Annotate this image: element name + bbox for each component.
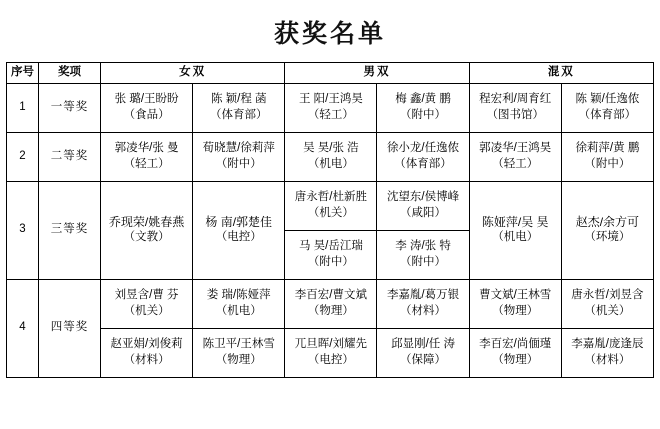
pair-unit: （附中） [400,108,447,121]
row-cell [285,279,377,328]
pair-names: 赵亚娟/刘俊莉 [110,338,183,350]
pair-names: 娄 瑞/陈娅萍 [206,289,271,301]
pair-names: 王 阳/王鸿昊 [298,93,363,105]
pair-names: 徐小龙/任逸侬 [386,142,460,154]
pair-names: 陈 颖/任逸侬 [575,93,640,105]
header-group-mens-doubles: 男双 [285,63,469,84]
table-row [7,181,654,230]
table-row [7,83,654,132]
pair-names: 马 昊/岳江瑞 [298,240,363,252]
pair-names: 李百宏/曹文斌 [294,289,367,301]
row-cell [101,279,193,328]
pair-unit: （机关） [307,206,354,219]
pair-unit: （机电） [492,231,539,244]
row-cell [101,181,193,279]
pair-unit: （环境） [584,231,631,244]
row-cell [377,279,469,328]
award-table [6,62,654,378]
pair-names: 赵杰/余方可 [575,215,640,230]
pair-names: 沈望东/侯博峰 [386,191,460,203]
row-cell [377,181,469,230]
pair-unit: （图书馆） [486,108,544,121]
header-group-womens-doubles: 女双 [101,63,285,84]
pair-names: 杨 南/郭楚佳 [205,215,273,230]
pair-unit: （机电） [307,157,354,170]
pair-names: 李 涛/张 特 [395,240,451,252]
row-cell [193,132,285,181]
header-group-mixed-doubles: 混双 [469,63,653,84]
pair-names: 李百宏/尚偭瑾 [479,338,552,350]
pair-names: 张 璐/王盼盼 [114,93,179,105]
pair-unit: （附中） [307,255,354,268]
row-number: 1 [7,83,39,132]
pair-unit: （保障） [400,353,447,366]
pair-unit: （文教） [123,231,170,244]
table-row [7,279,654,328]
header-prize: 奖项 [39,63,101,84]
pair-unit: （轻工） [123,157,170,170]
row-cell [193,279,285,328]
row-cell [377,328,469,377]
pair-unit: （物理） [492,353,539,366]
row-number: 2 [7,132,39,181]
row-cell [285,328,377,377]
pair-unit: （材料） [584,353,631,366]
pair-unit: （轻工） [492,157,539,170]
pair-unit: （体育部） [394,157,452,170]
pair-unit: （体育部） [578,108,637,121]
row-cell [469,328,561,377]
table-body [7,83,654,377]
table-row [7,328,654,377]
row-cell [377,83,469,132]
pair-names: 程宏利/周育红 [479,93,552,105]
pair-names: 郭凌华/王鸿昊 [479,142,552,154]
pair-unit: （物理） [492,304,539,317]
pair-names: 梅 鑫/黄 鹏 [395,93,451,105]
header-no: 序号 [7,63,39,84]
row-number: 4 [7,279,39,377]
row-cell [561,328,653,377]
row-prize: 三等奖 [39,181,101,279]
pair-unit: （食品） [123,108,170,121]
pair-names: 陈娅萍/吴 昊 [481,215,549,230]
row-cell [285,83,377,132]
pair-names: 郭凌华/张 曼 [114,142,179,154]
pair-names: 吴 昊/张 浩 [303,142,359,154]
pair-names: 唐永哲/刘昱含 [571,289,644,301]
row-prize: 四等奖 [39,279,101,377]
row-cell [561,83,653,132]
pair-unit: （附中） [584,157,631,170]
pair-unit: （物理） [215,353,262,366]
pair-names: 乔现荣/姚春燕 [108,215,185,230]
pair-unit: （机关） [584,304,631,317]
row-cell [561,132,653,181]
row-cell [377,132,469,181]
pair-names: 刘昱含/曹 芬 [114,289,179,301]
pair-unit: （附中） [215,157,262,170]
row-prize: 一等奖 [39,83,101,132]
pair-unit: （材料） [123,353,170,366]
row-cell [469,132,561,181]
pair-unit: （咸阳） [400,206,447,219]
row-cell [101,328,193,377]
row-cell [561,279,653,328]
row-cell [561,181,653,279]
row-cell [469,279,561,328]
row-cell [469,181,561,279]
pair-names: 曹文斌/王林雪 [479,289,552,301]
row-cell [193,181,285,279]
pair-unit: （机电） [215,304,262,317]
pair-unit: （附中） [400,255,447,268]
pair-names: 李嘉胤/庞逢辰 [571,338,644,350]
table-header-row [7,63,654,84]
pair-unit: （体育部） [209,108,268,121]
table-row [7,132,654,181]
row-cell [377,230,469,279]
page-title: 获奖名单 [273,21,386,48]
pair-names: 荀晓慧/徐莉萍 [202,142,275,154]
pair-unit: （物理） [307,304,354,317]
pair-unit: （材料） [400,304,447,317]
row-prize: 二等奖 [39,132,101,181]
pair-unit: （电控） [307,353,354,366]
row-cell [285,181,377,230]
row-cell [469,83,561,132]
pair-unit: （电控） [215,231,262,244]
pair-names: 兀旦晖/刘耀先 [294,338,367,350]
row-cell [193,83,285,132]
row-number: 3 [7,181,39,279]
pair-names: 邱显刚/任 涛 [391,338,455,350]
row-cell [101,132,193,181]
pair-unit: （轻工） [307,108,354,121]
pair-names: 陈 颖/程 菡 [210,93,267,105]
pair-names: 徐莉萍/黄 鹏 [575,142,640,154]
pair-unit: （机关） [123,304,170,317]
pair-names: 唐永哲/杜新胜 [294,191,367,203]
row-cell [193,328,285,377]
row-cell [285,132,377,181]
row-cell [285,230,377,279]
pair-names: 李嘉胤/葛万银 [386,289,460,301]
pair-names: 陈卫平/王林雪 [202,338,275,350]
row-cell [101,83,193,132]
table-header [7,63,654,84]
